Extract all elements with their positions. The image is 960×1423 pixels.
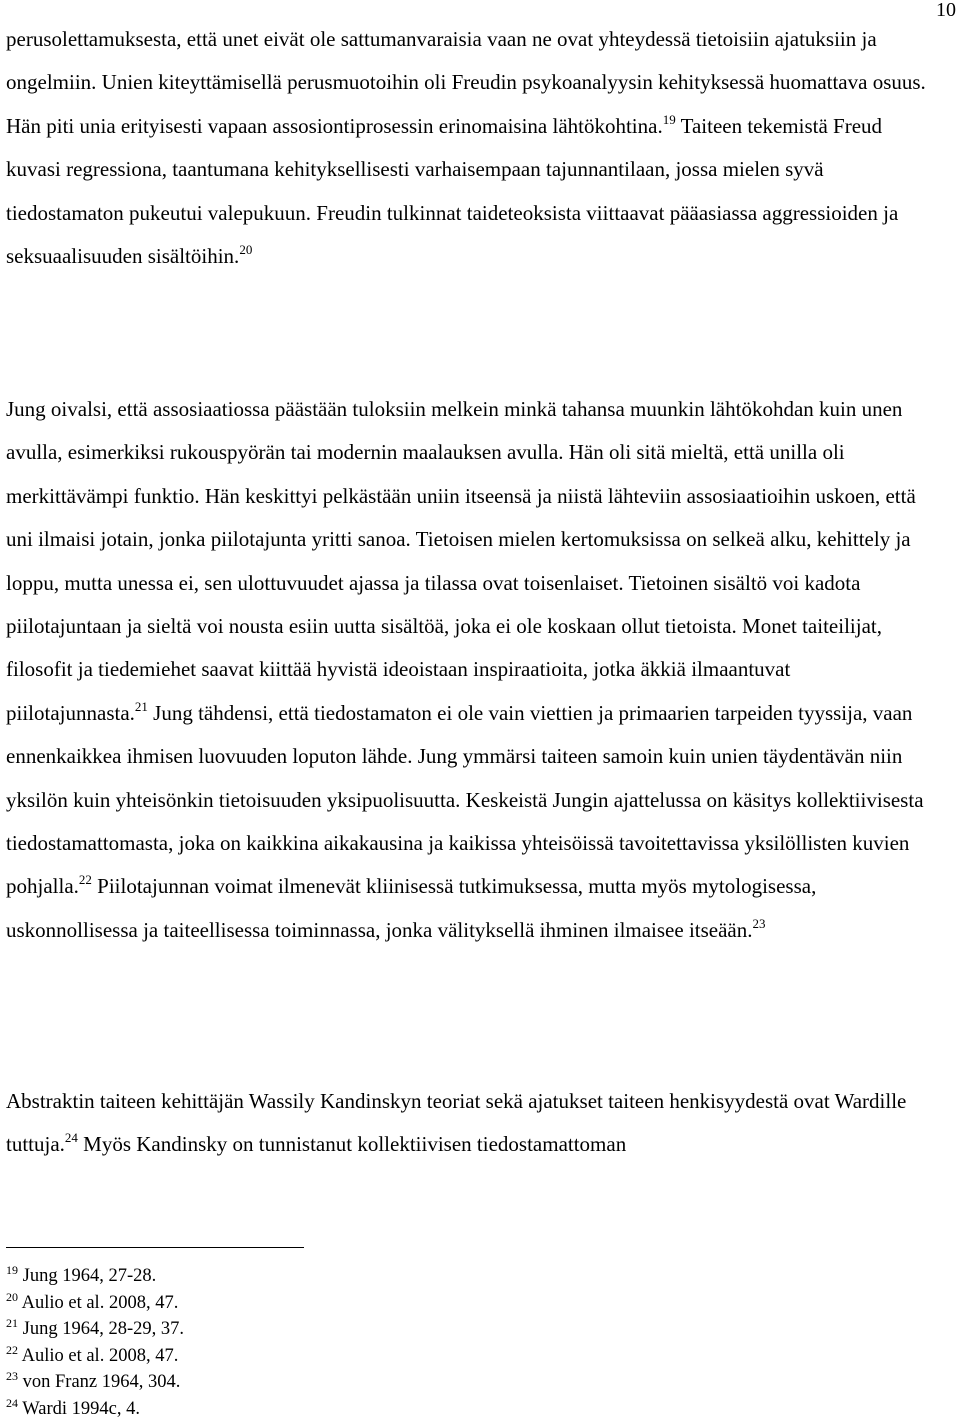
footnote [6, 1316, 184, 1343]
paragraph-text: Abstraktin taiteen kehittäjän Wassily Kandinskyn teoriat sekä ajatukset taiteen henkisyydestä ovat Wardille tuttuja. [6, 1089, 907, 1157]
paragraph-text: Taiteen tekemistä Freud kuvasi regressiona, taantumana kehityksellisesti varhaisempaan tajunnantilaan, jossa mielen syvä tiedostamaton pukeutui valepukuun. Freudin tulkinnat taideteoksista viittaavat pääasiassa aggressioiden ja seksuaalisuuden sisältöihin. [6, 113, 899, 269]
footnote [6, 1396, 184, 1423]
footnote [6, 1369, 184, 1396]
body-paragraph-3 [6, 1080, 936, 1167]
footnotes-list [6, 1263, 184, 1423]
footnote-number: 19 [6, 1263, 18, 1277]
footnote [6, 1290, 184, 1317]
footnote [6, 1343, 184, 1370]
footnote-separator [6, 1247, 304, 1248]
paragraph-text: Piilotajunnan voimat ilmenevät kliinisessä tutkimuksessa, mutta myös mytologisessa, uskonnollisessa ja taiteellisessa toiminnassa, jonka välityksellä ihminen ilmaisee itseään. [6, 874, 817, 942]
footnote-reference: 22 [78, 872, 92, 888]
footnote-reference: 23 [752, 915, 766, 931]
footnote-number: 21 [6, 1316, 18, 1331]
page-number: 10 [936, 0, 956, 21]
footnote-text: Wardi 1994c, 4. [22, 1398, 140, 1419]
footnote-reference: 21 [134, 698, 148, 714]
footnote-reference: 20 [239, 242, 253, 258]
footnote-text: von Franz 1964, 304. [22, 1372, 181, 1393]
paragraph-text: Jung tähdensi, että tiedostamaton ei ole vain viettien ja primaarien tarpeiden tyyssija, vaan ennenkaikkea ihmisen luovuuden loputon lähde. Jung ymmärsi taiteen samoin kuin unien täydentävän niin yksilön kuin yhteisönkin tietoisuuden yksipuolisuutta. Keskeistä Jungin ajattelussa on käsitys kollektiivisesta tiedostamattomasta, joka on kaikkina aikakausina ja kaikissa yhteisöissä tavoitettavissa yksilöllisten kuvien pohjalla. [6, 700, 924, 899]
footnote-reference: 19 [662, 111, 676, 127]
body-paragraph-1 [6, 18, 936, 278]
paragraph-text: Jung oivalsi, että assosiaatiossa päästään tuloksiin melkein minkä tahansa muunkin lähtökohdan kuin unen avulla, esimerkiksi rukouspyörän tai modernin maalauksen avulla. Hän oli sitä mieltä, että unilla oli merkittävämpi funktio. Hän keskittyi pelkästään uniin itseensä ja niistä lähteviin assosiaatioihin uskoen, että uni ilmaisi jotain, jonka piilotajunta yritti sanoa. Tietoisen mielen kertomuksissa on selkeä alku, kehittely ja loppu, mutta unessa ei, sen ulottuvuudet ajassa ja tilassa ovat toisenlaiset. Tietoinen sisältö voi kadota piilotajuntaan ja sieltä voi nousta esiin uutta sisältöä, joka ei ole koskaan ollut tietoista. Monet taiteilijat, filosofit ja tiedemiehet saavat kiittää hyvistä ideoistaan inspiraatioita, jotka äkkiä ilmaantuvat piilotajunnasta. [6, 397, 916, 725]
paragraph-text: perusolettamuksesta, että unet eivät ole sattumanvaraisia vaan ne ovat yhteydessä tietoisiin ajatuksiin ja ongelmiin. Unien kiteyttämisellä perusmuotoihin oli Freudin psykoanalyysin kehityksessä huomattava osuus. Hän piti unia erityisesti vapaan assosiontiprosessin erinomaisina lähtökohtina. [6, 27, 926, 138]
paragraph-text: Myös Kandinsky on tunnistanut kollektiivisen tiedostamattoman [77, 1132, 627, 1157]
footnote-number: 23 [6, 1369, 18, 1384]
footnote-number: 22 [6, 1342, 18, 1357]
footnote-text: Aulio et al. 2008, 47. [21, 1292, 179, 1313]
footnote [6, 1263, 184, 1290]
footnote-text: Jung 1964, 27-28. [22, 1266, 157, 1286]
footnote-number: 20 [6, 1289, 18, 1304]
body-paragraph-2 [6, 388, 936, 952]
footnote-text: Jung 1964, 28-29, 37. [22, 1319, 184, 1340]
footnote-reference: 24 [64, 1130, 78, 1146]
footnote-text: Aulio et al. 2008, 47. [21, 1345, 179, 1366]
footnote-number: 24 [6, 1395, 18, 1410]
